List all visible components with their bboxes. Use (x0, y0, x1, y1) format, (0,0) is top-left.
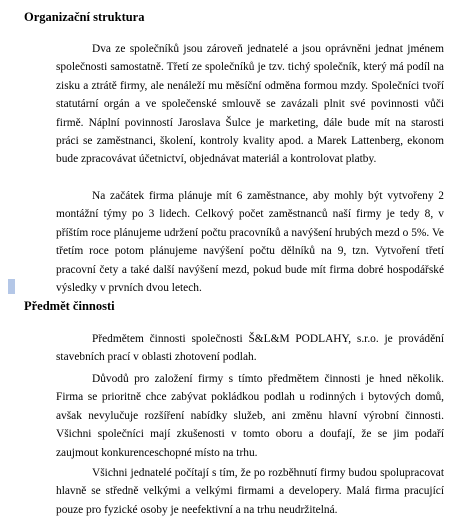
paragraph-spolecnici: Dva ze společníků jsou zároveň jednatelé a jsou oprávněni jednat jménem společnosti samostatně. Třetí ze společníků je tzv. tichý společník, který má podíl na zisku a ztrátě firmy, ale nenáleží mu měsíční odměna formou mzdy. Společníci tvoří statutární orgán a ve společenské smlouvě se zavázali plnit své povinnosti vůči firmě. Náplní povinností Jaroslava Šulce je marketing, dále bude mít na starosti práci se zaměstnanci, školení, kontroly kvality apod. a Marek Lattenberg, ekonom bude zpracovávat účetnictví, objednávat materiál a kontrolovat platby. (56, 43, 444, 166)
paragraph-predmet: Předmětem činnosti společnosti Š&L&M PODLAHY, s.r.o. je provádění stavebních prací v oblasti zhotovení podlah. (56, 333, 444, 364)
paragraph-zamestnanci: Na začátek firma plánuje mít 6 zaměstnance, aby mohly být vytvořeny 2 montážní týmy po 3 lidech. Celkový počet zaměstnanců naší firmy je tedy 8, v příštím roce plánujeme udržení počtu pracovníků a navýšení hrubých mezd o 5%. Ve třetím roce potom plánujeme navýšení počtu dělníků na 9, tzn. Vytvoření třetí pracovní čety a také další navýšení mezd, pokud bude mít firma dobré hospodářské výsledky v prvních dvou letech. (56, 190, 444, 295)
text-cursor-selection[interactable] (8, 279, 15, 294)
section-heading-predmet-cinnosti: Předmět činnosti (24, 299, 115, 313)
paragraph-duvody: Důvodů pro založení firmy s tímto předmětem činnosti je hned několik. Firma se prioritně chce zabývat pokládkou podlah u rodinných i bytových domů, avšak nevylučuje rozšíření nabídky služeb, ani změnu hlavní výrobní činnosti. Všichni společníci mají zkušenosti v tomto oboru a doufají, že se jim podaří zaujmout konkurenceschopné místo na trhu. (56, 373, 444, 459)
paragraph-jednatele: Všichni jednatelé počítají s tím, že po rozběhnutí firmy budou spolupracovat hlavně se středně velkými a velkými firmami a developery. Malá firma pracující pouze pro fyzické osoby je neefektivní a na trhu neudržitelná. (56, 467, 444, 516)
section-heading-organizacni-struktura: Organizační struktura (24, 10, 145, 24)
